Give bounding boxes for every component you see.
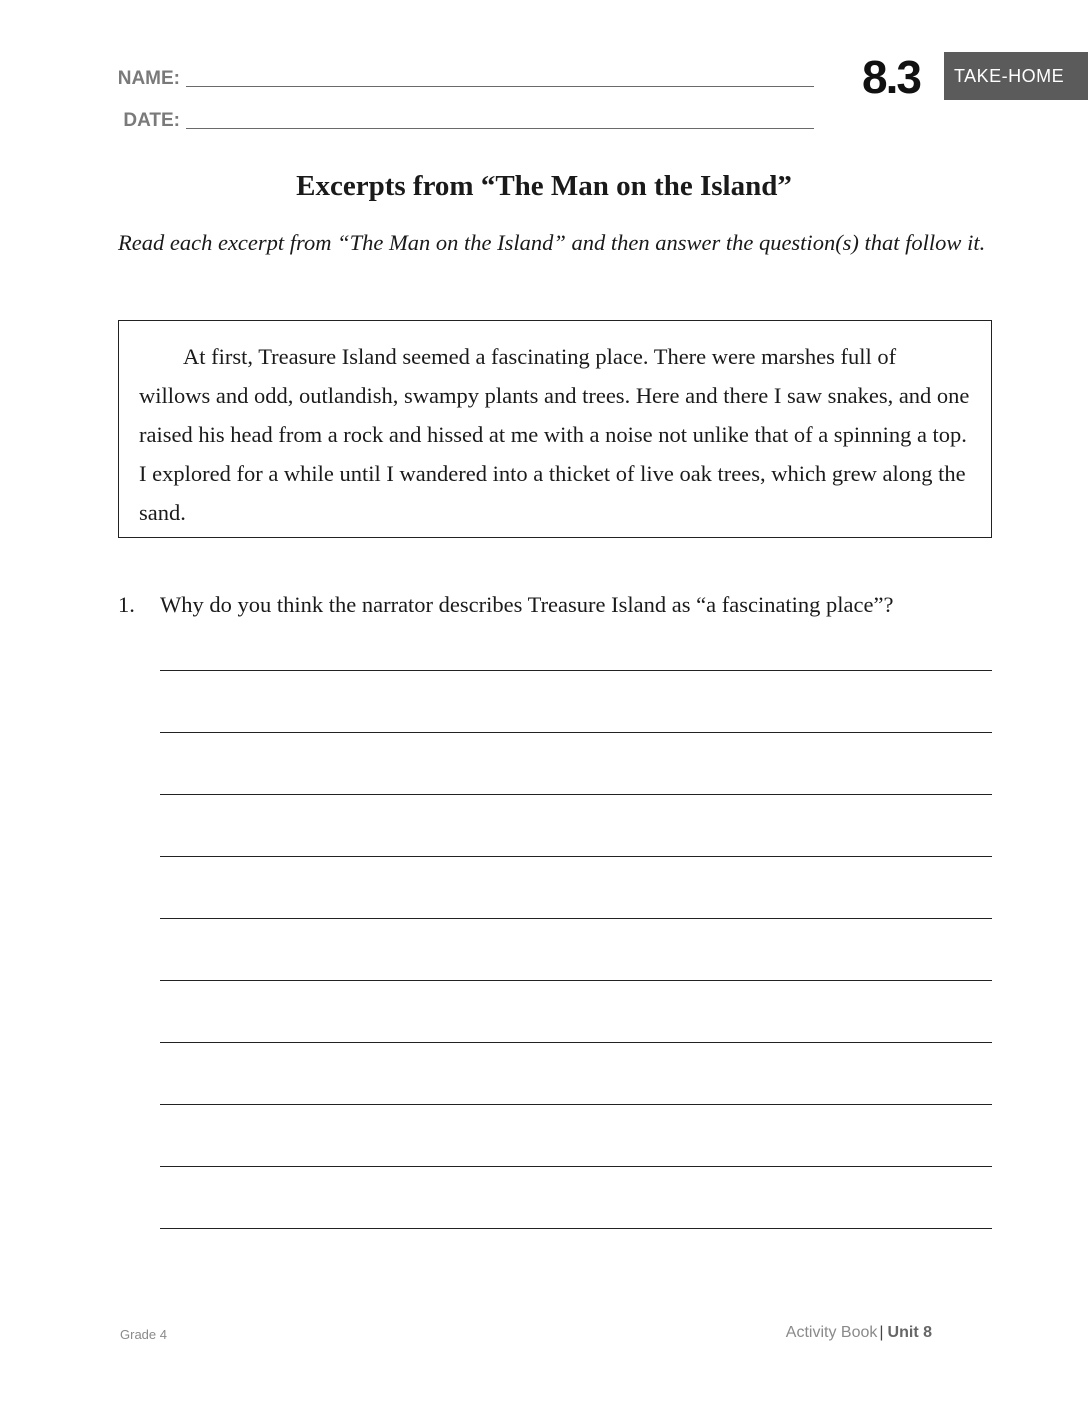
name-field[interactable] (186, 86, 814, 87)
excerpt-box (118, 320, 992, 538)
answer-line[interactable] (160, 794, 992, 795)
answer-line[interactable] (160, 918, 992, 919)
lesson-number: 8.3 (862, 51, 920, 103)
answer-line[interactable] (160, 1228, 992, 1229)
date-label: DATE: (123, 110, 180, 131)
footer-unit: Unit 8 (887, 1324, 932, 1341)
footer-book-unit (786, 1324, 932, 1342)
footer-grade: Grade 4 (120, 1327, 167, 1342)
answer-line[interactable] (160, 980, 992, 981)
excerpt-text: At first, Treasure Island seemed a fascinating place. There were marshes full of willows and odd, outlandish, swampy plants and trees. Here and there I saw snakes, and one raised his head from a rock and hissed at me with a noise not unlike that of a spinning a top. I explored for a while until I wandered into a thicket of live oak trees, which grew along the sand. (139, 344, 970, 525)
question-number: 1. (118, 592, 135, 617)
page-title: Excerpts from “The Man on the Island” (296, 170, 792, 202)
footer-separator: | (879, 1324, 884, 1341)
answer-line[interactable] (160, 856, 992, 857)
answer-line[interactable] (160, 1166, 992, 1167)
take-home-tag: TAKE-HOME (944, 52, 1088, 100)
name-label: NAME: (117, 68, 180, 89)
date-field[interactable] (186, 128, 814, 129)
instructions: Read each excerpt from “The Man on the Island” and then answer the question(s) that follow it. (118, 230, 986, 255)
answer-line[interactable] (160, 1104, 992, 1105)
answer-line[interactable] (160, 732, 992, 733)
answer-line[interactable] (160, 1042, 992, 1043)
answer-line[interactable] (160, 670, 992, 671)
question-text: Why do you think the narrator describes Treasure Island as “a fascinating place”? (160, 592, 894, 617)
footer-book: Activity Book (785, 1324, 878, 1341)
